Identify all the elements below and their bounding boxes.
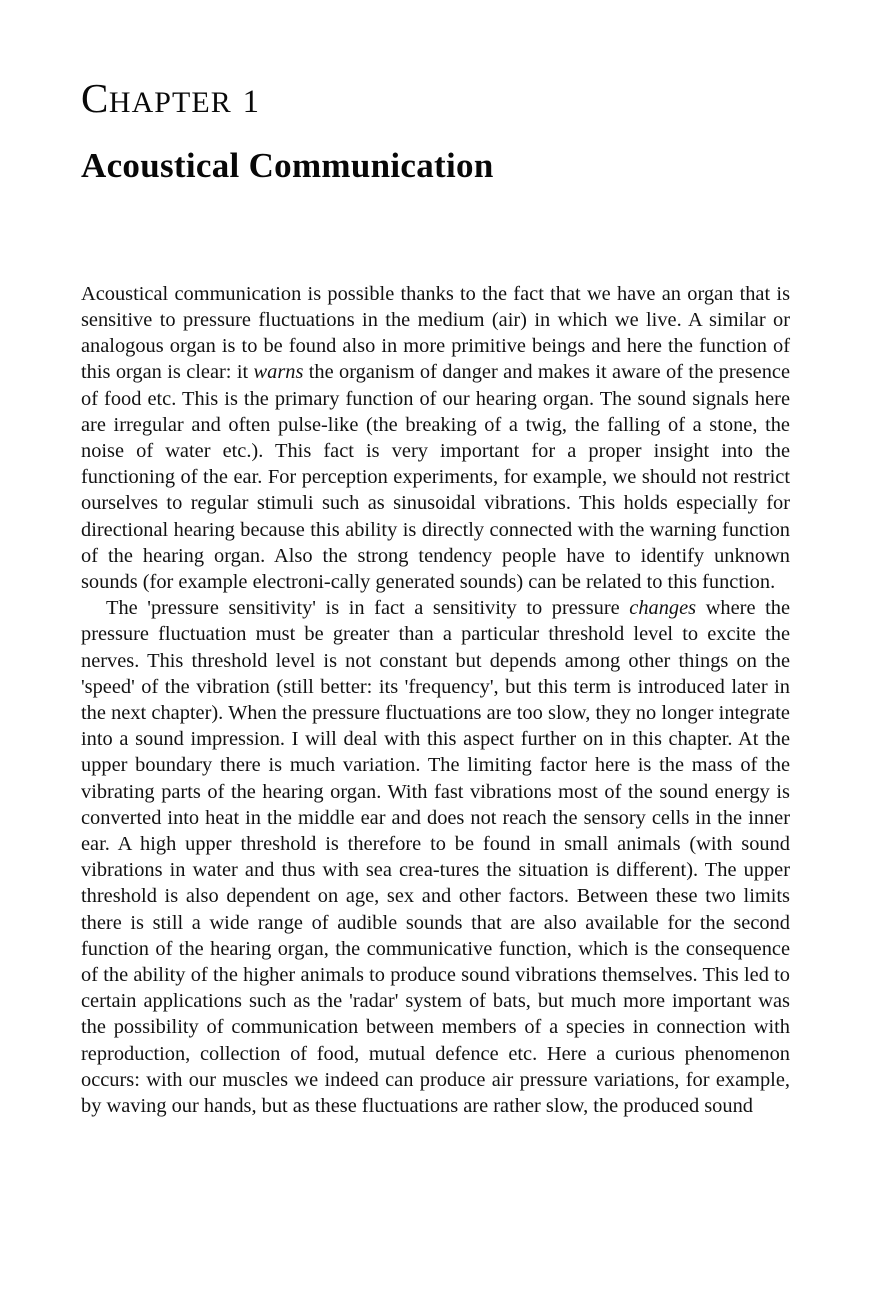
chapter-eyebrow-smallcaps: HAPTER (108, 86, 232, 119)
body-paragraph (81, 595, 790, 1119)
body-text-run: where the pressure fluctuation must be greater than a particular threshold level to excite the nerves. This threshold level is not constant but depends among other things on the 'speed' of the vibration (still better: its 'frequency', but this term is introduced later in the next chapter). When the pressure fluctuations are too slow, they no longer integrate into a sound impression. I will deal with this aspect further on in this chapter. At the upper boundary there is much variation. The limiting factor here is the mass of the vibrating parts of the hearing organ. With fast vibrations most of the sound energy is converted into heat in the middle ear and does not reach the sensory cells in the inner ear. A high upper threshold is therefore to be found in small animals (with sound vibrations in water and thus with sea crea-tures the situation is different). The upper threshold is also dependent on age, sex and other factors. Between these two limits there is still a wide range of audible sounds that are also available for the second function of the hearing organ, the communicative function, which is the consequence of the ability of the higher animals to produce sound vibrations themselves. This led to certain applications such as the 'radar' system of bats, but much more important was the possibility of communication between members of a species in connection with reproduction, collection of food, mutual defence etc. Here a curious phenomenon occurs: with our muscles we indeed can produce air pressure variations, for example, by waving our hands, but as these fluctuations are rather slow, the produced sound (81, 597, 790, 1118)
body-paragraph (81, 281, 790, 595)
emphasis-text: changes (629, 597, 697, 620)
page-content-column (81, 0, 790, 1119)
body-text-run: Acoustical communication is possible thanks to the fact that we have an organ that is sensitive to pressure fluctuations in the medium (air) in which we live. A similar or analogous organ is to be found also in more primitive beings and here the function of this organ is clear: it (81, 282, 790, 384)
body-text-run: The 'pressure sensitivity' is in fact a sensitivity to pressure (106, 597, 630, 620)
body-text (81, 185, 790, 1120)
emphasis-text: warns (253, 361, 304, 384)
chapter-eyebrow (81, 0, 790, 119)
chapter-number: 1 (242, 84, 259, 120)
chapter-title: Acoustical Communication (81, 146, 494, 185)
body-text-run: the organism of danger and makes it aware of the presence of food etc. This is the primary function of our hearing organ. The sound signals here are irregular and often pulse-like (the breaking of a twig, the falling of a stone, the noise of water etc.). This fact is very important for a proper insight into the functioning of the ear. For perception experiments, for example, we should not restrict ourselves to regular stimuli such as sinusoidal vibrations. This holds especially for directional hearing because this ability is directly connected with the warning function of the hearing organ. Also the strong tendency people have to identify unknown sounds (for example electroni-cally generated sounds) can be related to this function. (81, 361, 790, 593)
chapter-eyebrow-lead-letter: C (81, 75, 109, 121)
